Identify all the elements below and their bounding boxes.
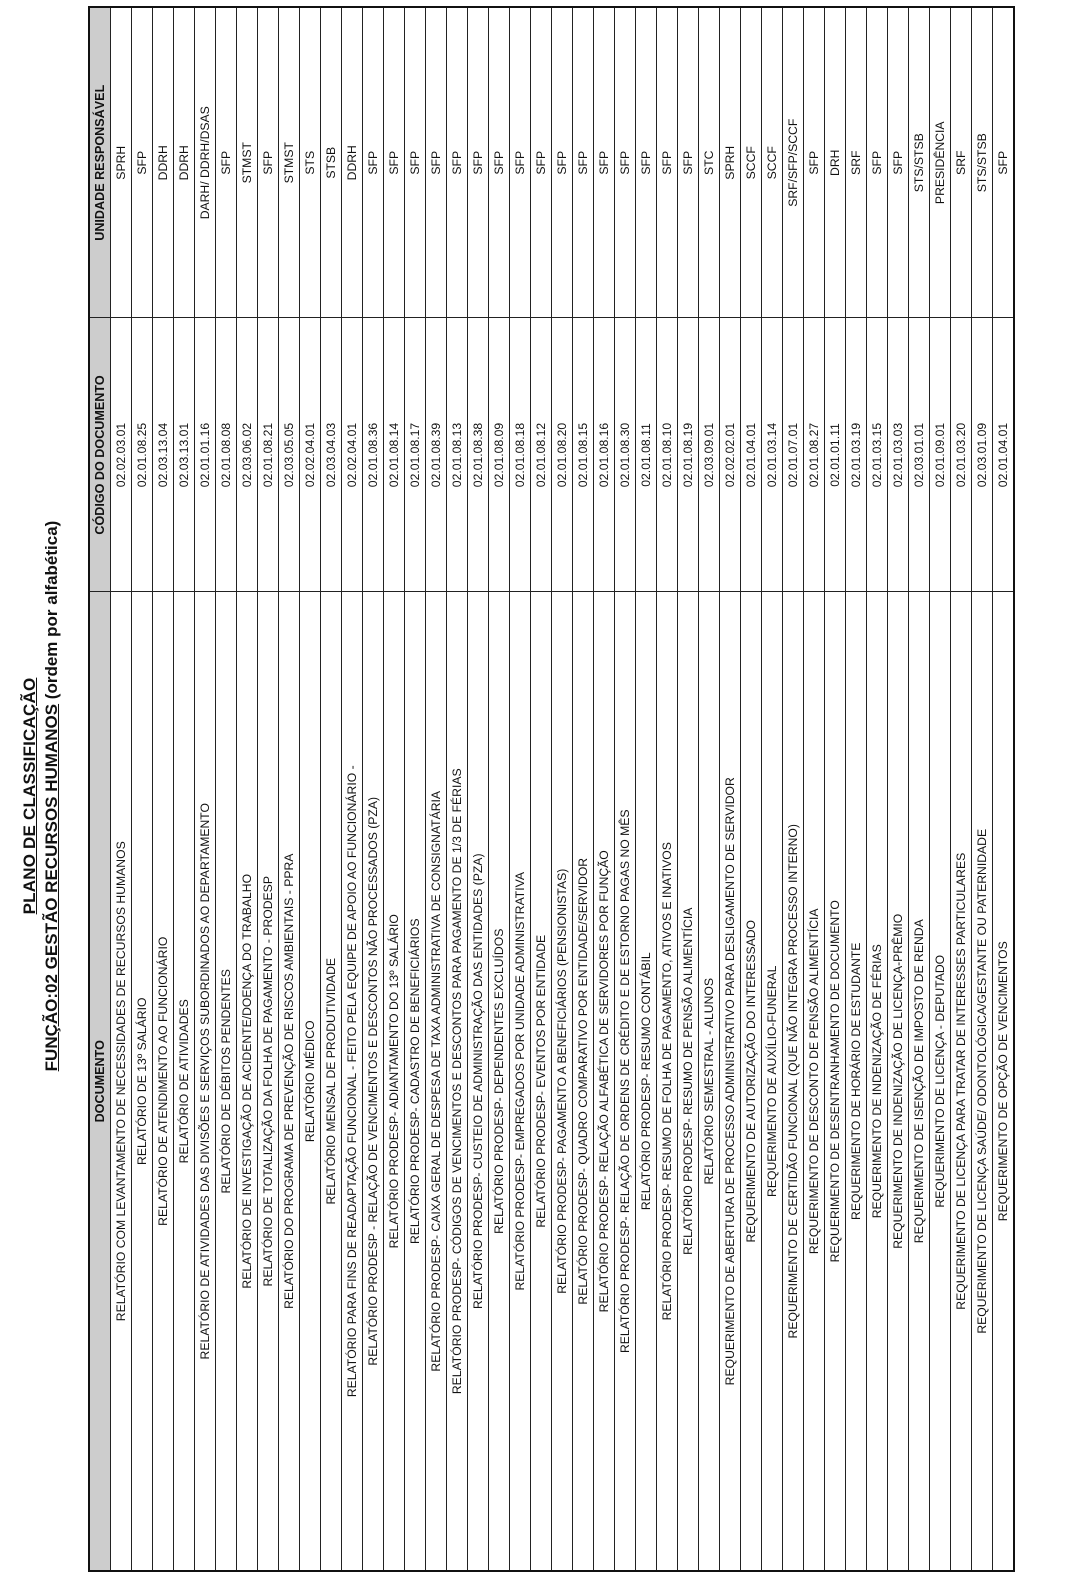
- document-cell: RELATÓRIO PRODESP- RESUMO CONTÁBIL: [636, 592, 657, 1571]
- table-row: [867, 7, 888, 1571]
- table-row: [111, 7, 132, 1571]
- code-cell: 02.01.01.16: [195, 318, 216, 592]
- unit-cell: SFP: [867, 7, 888, 318]
- table-row: [237, 7, 258, 1571]
- table-row: [405, 7, 426, 1571]
- document-cell: RELATÓRIO PRODESP- EMPREGADOS POR UNIDADE ADMINISTRATIVA: [510, 592, 531, 1571]
- document-cell: RELATÓRIO PRODESP- CUSTEIO DE ADMINISTRAÇÃO DAS ENTIDADES (PZA): [468, 592, 489, 1571]
- table-row: [909, 7, 930, 1571]
- code-cell: 02.01.08.17: [405, 318, 426, 592]
- table-row: [153, 7, 174, 1571]
- document-cell: REQUERIMENTO DE DESENTRANHAMENTO DE DOCUMENTO: [825, 592, 846, 1571]
- unit-cell: SPRH: [111, 7, 132, 318]
- table-row: [825, 7, 846, 1571]
- unit-cell: SFP: [405, 7, 426, 318]
- code-cell: 02.01.08.19: [678, 318, 699, 592]
- table-row: [384, 7, 405, 1571]
- table-row: [489, 7, 510, 1571]
- table-row: [615, 7, 636, 1571]
- table-row: [699, 7, 720, 1571]
- code-cell: 02.01.03.14: [762, 318, 783, 592]
- subtitle-function: FUNÇÃO:02 GESTÃO RECURSOS HUMANOS: [42, 703, 61, 1072]
- code-cell: 02.01.03.03: [888, 318, 909, 592]
- table-row: [804, 7, 825, 1571]
- document-cell: REQUERIMENTO DE LICENÇA SAÚDE/ ODONTOLÓGICA/GESTANTE OU PATERNIDADE: [972, 592, 993, 1571]
- code-cell: 02.01.08.10: [657, 318, 678, 592]
- table-row: [363, 7, 384, 1571]
- classification-table: [88, 6, 1015, 1572]
- code-cell: 02.03.13.01: [174, 318, 195, 592]
- table-row: [678, 7, 699, 1571]
- code-cell: 02.03.01.09: [972, 318, 993, 592]
- unit-cell: SFP: [993, 7, 1015, 318]
- code-cell: 02.01.07.01: [783, 318, 804, 592]
- column-header-codigo: CÓDIGO DO DOCUMENTO: [89, 318, 111, 592]
- document-cell: RELATÓRIO PRODESP- PAGAMENTO A BENEFICIÁRIOS (PENSIONISTAS): [552, 592, 573, 1571]
- table-row: [594, 7, 615, 1571]
- unit-cell: STMST: [237, 7, 258, 318]
- unit-cell: SCCF: [762, 7, 783, 318]
- code-cell: 02.03.09.01: [699, 318, 720, 592]
- document-cell: RELATÓRIO DE 13º SALÁRIO: [132, 592, 153, 1571]
- code-cell: 02.03.01.01: [909, 318, 930, 592]
- unit-cell: STSB: [321, 7, 342, 318]
- table-row: [174, 7, 195, 1571]
- table-row: [510, 7, 531, 1571]
- unit-cell: SRF/SFP/SCCF: [783, 7, 804, 318]
- document-cell: REQUERIMENTO DE AUTORIZAÇÃO DO INTERESSADO: [741, 592, 762, 1571]
- code-cell: 02.01.08.09: [489, 318, 510, 592]
- unit-cell: SFP: [384, 7, 405, 318]
- document-cell: RELATÓRIO DE ATIVIDADES DAS DIVISÕES E SERVIÇOS SUBORDINADOS AO DEPARTAMENTO: [195, 592, 216, 1571]
- table-row: [258, 7, 279, 1571]
- code-cell: 02.03.13.04: [153, 318, 174, 592]
- document-cell: RELATÓRIO PRODESP- RELAÇÃO ALFABÉTICA DE SERVIDORES POR FUNÇÃO: [594, 592, 615, 1571]
- unit-cell: DARH/ DDRH/DSAS: [195, 7, 216, 318]
- code-cell: 02.01.08.21: [258, 318, 279, 592]
- document-cell: RELATÓRIO PRODESP - RELAÇÃO DE VENCIMENTOS E DESCONTOS NÃO PROCESSADOS (PZA): [363, 592, 384, 1571]
- unit-cell: DDRH: [342, 7, 363, 318]
- code-cell: 02.01.08.12: [531, 318, 552, 592]
- unit-cell: SFP: [888, 7, 909, 318]
- column-header-unidade: UNIDADE RESPONSÁVEL: [89, 7, 111, 318]
- table-body: [111, 7, 1015, 1571]
- document-cell: REQUERIMENTO DE ISENÇÃO DE IMPOSTO DE RENDA: [909, 592, 930, 1571]
- code-cell: 02.03.04.03: [321, 318, 342, 592]
- code-cell: 02.01.08.14: [384, 318, 405, 592]
- document-cell: REQUERIMENTO DE LICENÇA PARA TRATAR DE INTERESSES PARTICULARES: [951, 592, 972, 1571]
- code-cell: 02.01.08.08: [216, 318, 237, 592]
- document-cell: RELATÓRIO PRODESP- DEPENDENTES EXCLUÍDOS: [489, 592, 510, 1571]
- unit-cell: DDRH: [174, 7, 195, 318]
- code-cell: 02.01.08.13: [447, 318, 468, 592]
- unit-cell: SRF: [846, 7, 867, 318]
- table-header-row: [89, 7, 111, 1571]
- page-subtitle: [42, 0, 62, 1592]
- code-cell: 02.01.08.27: [804, 318, 825, 592]
- document-cell: REQUERIMENTO DE AUXÍLIO-FUNERAL: [762, 592, 783, 1571]
- document-cell: REQUERIMENTO DE INDENIZAÇÃO DE LICENÇA-PRÊMIO: [888, 592, 909, 1571]
- unit-cell: SCCF: [741, 7, 762, 318]
- code-cell: 02.02.02.01: [720, 318, 741, 592]
- unit-cell: DDRH: [153, 7, 174, 318]
- document-cell: RELATÓRIO PRODESP- CÓDIGOS DE VENCIMENTOS E DESCONTOS PARA PAGAMENTO DE 1/3 DE FÉRIAS: [447, 592, 468, 1571]
- document-cell: RELATÓRIO PRODESP- RESUMO DE FOLHA DE PAGAMENTO, ATIVOS E INATIVOS: [657, 592, 678, 1571]
- code-cell: 02.02.04.01: [300, 318, 321, 592]
- unit-cell: SRF: [951, 7, 972, 318]
- unit-cell: SFP: [447, 7, 468, 318]
- unit-cell: SFP: [552, 7, 573, 318]
- unit-cell: SFP: [468, 7, 489, 318]
- unit-cell: SFP: [489, 7, 510, 318]
- table-row: [930, 7, 951, 1571]
- code-cell: 02.01.03.19: [846, 318, 867, 592]
- code-cell: 02.01.04.01: [993, 318, 1015, 592]
- table-row: [741, 7, 762, 1571]
- document-cell: RELATÓRIO MÉDICO: [300, 592, 321, 1571]
- table-row: [783, 7, 804, 1571]
- document-cell: RELATÓRIO PRODESP- RESUMO DE PENSÃO ALIMENTÍCIA: [678, 592, 699, 1571]
- table-row: [762, 7, 783, 1571]
- document-cell: RELATÓRIO SEMESTRAL - ALUNOS: [699, 592, 720, 1571]
- table-row: [636, 7, 657, 1571]
- document-cell: RELATÓRIO DO PROGRAMA DE PREVENÇÃO DE RISCOS AMBIENTAIS - PPRA: [279, 592, 300, 1571]
- document-cell: RELATÓRIO DE DÉBITOS PENDENTES: [216, 592, 237, 1571]
- table-row: [657, 7, 678, 1571]
- code-cell: 02.01.08.20: [552, 318, 573, 592]
- unit-cell: SFP: [363, 7, 384, 318]
- unit-cell: SFP: [216, 7, 237, 318]
- unit-cell: SFP: [510, 7, 531, 318]
- table-row: [531, 7, 552, 1571]
- document-cell: RELATÓRIO COM LEVANTAMENTO DE NECESSIDADES DE RECURSOS HUMANOS: [111, 592, 132, 1571]
- code-cell: 02.01.04.01: [741, 318, 762, 592]
- unit-cell: SFP: [594, 7, 615, 318]
- document-cell: RELATÓRIO DE ATIVIDADES: [174, 592, 195, 1571]
- table-row: [846, 7, 867, 1571]
- unit-cell: DRH: [825, 7, 846, 318]
- unit-cell: SFP: [804, 7, 825, 318]
- table-row: [342, 7, 363, 1571]
- unit-cell: SFP: [657, 7, 678, 318]
- document-cell: RELATÓRIO PRODESP- ADIANTAMENTO DO 13º SALÁRIO: [384, 592, 405, 1571]
- document-cell: REQUERIMENTO DE HORÁRIO DE ESTUDANTE: [846, 592, 867, 1571]
- table-row: [426, 7, 447, 1571]
- table-row: [321, 7, 342, 1571]
- unit-cell: STS/STSB: [972, 7, 993, 318]
- unit-cell: SFP: [258, 7, 279, 318]
- code-cell: 02.03.06.02: [237, 318, 258, 592]
- unit-cell: SFP: [531, 7, 552, 318]
- document-cell: REQUERIMENTO DE ABERTURA DE PROCESSO ADMINISTRATIVO PARA DESLIGAMENTO DE SERVIDOR: [720, 592, 741, 1571]
- unit-cell: STS: [300, 7, 321, 318]
- table-row: [993, 7, 1015, 1571]
- code-cell: 02.01.01.11: [825, 318, 846, 592]
- table-row: [279, 7, 300, 1571]
- table-row: [951, 7, 972, 1571]
- column-header-documento: DOCUMENTO: [89, 592, 111, 1571]
- table-row: [300, 7, 321, 1571]
- code-cell: 02.01.08.36: [363, 318, 384, 592]
- document-cell: RELATÓRIO PRODESP- RELAÇÃO DE ORDENS DE CRÉDITO E DE ESTORNO PAGAS NO MÊS: [615, 592, 636, 1571]
- code-cell: 02.01.08.30: [615, 318, 636, 592]
- code-cell: 02.01.08.39: [426, 318, 447, 592]
- unit-cell: SFP: [636, 7, 657, 318]
- code-cell: 02.01.03.15: [867, 318, 888, 592]
- unit-cell: PRESIDÊNCIA: [930, 7, 951, 318]
- code-cell: 02.01.08.16: [594, 318, 615, 592]
- document-cell: RELATÓRIO PARA FINS DE READAPTAÇÃO FUNCIONAL - FEITO PELA EQUIPE DE APOIO AO FUNCIONÁRIO -: [342, 592, 363, 1571]
- table-row: [573, 7, 594, 1571]
- table-row: [888, 7, 909, 1571]
- unit-cell: SFP: [573, 7, 594, 318]
- document-cell: RELATÓRIO DE TOTALIZAÇÃO DA FOLHA DE PAGAMENTO - PRODESP: [258, 592, 279, 1571]
- unit-cell: SFP: [678, 7, 699, 318]
- document-cell: REQUERIMENTO DE LICENÇA - DEPUTADO: [930, 592, 951, 1571]
- code-cell: 02.02.03.01: [111, 318, 132, 592]
- document-cell: RELATÓRIO PRODESP- CADASTRO DE BENEFICIÁRIOS: [405, 592, 426, 1571]
- code-cell: 02.01.08.15: [573, 318, 594, 592]
- page-title: PLANO DE CLASSIFICAÇÃO: [20, 677, 39, 915]
- table-row: [720, 7, 741, 1571]
- unit-cell: SFP: [426, 7, 447, 318]
- code-cell: 02.03.05.05: [279, 318, 300, 592]
- document-cell: RELATÓRIO DE ATENDIMENTO AO FUNCIONÁRIO: [153, 592, 174, 1571]
- subtitle-order-note: (ordem por alfabética): [42, 520, 61, 704]
- table-row: [552, 7, 573, 1571]
- unit-cell: SFP: [615, 7, 636, 318]
- unit-cell: STC: [699, 7, 720, 318]
- unit-cell: SPRH: [720, 7, 741, 318]
- document-cell: REQUERIMENTO DE INDENIZAÇÃO DE FÉRIAS: [867, 592, 888, 1571]
- document-cell: REQUERIMENTO DE DESCONTO DE PENSÃO ALIMENTÍCIA: [804, 592, 825, 1571]
- unit-cell: STS/STSB: [909, 7, 930, 318]
- code-cell: 02.01.08.18: [510, 318, 531, 592]
- code-cell: 02.01.03.20: [951, 318, 972, 592]
- document-cell: REQUERIMENTO DE OPÇÃO DE VENCIMENTOS: [993, 592, 1015, 1571]
- document-cell: RELATÓRIO MENSAL DE PRODUTIVIDADE: [321, 592, 342, 1571]
- table-row: [132, 7, 153, 1571]
- code-cell: 02.02.04.01: [342, 318, 363, 592]
- document-cell: RELATÓRIO PRODESP- EVENTOS POR ENTIDADE: [531, 592, 552, 1571]
- table-row: [447, 7, 468, 1571]
- code-cell: 02.01.08.38: [468, 318, 489, 592]
- unit-cell: SFP: [132, 7, 153, 318]
- code-cell: 02.01.09.01: [930, 318, 951, 592]
- table-row: [468, 7, 489, 1571]
- table-row: [216, 7, 237, 1571]
- unit-cell: STMST: [279, 7, 300, 318]
- code-cell: 02.01.08.11: [636, 318, 657, 592]
- table-row: [972, 7, 993, 1571]
- document-cell: RELATÓRIO PRODESP- CAIXA GERAL DE DESPESA DE TAXA ADMINISTRATIVA DE CONSIGNATÁRIA: [426, 592, 447, 1571]
- document-cell: RELATÓRIO PRODESP- QUADRO COMPARATIVO POR ENTIDADE/SERVIDOR: [573, 592, 594, 1571]
- code-cell: 02.01.08.25: [132, 318, 153, 592]
- document-cell: RELATÓRIO DE INVESTIGAÇÃO DE ACIDENTE/DOENÇA DO TRABALHO: [237, 592, 258, 1571]
- document-cell: REQUERIMENTO DE CERTIDÃO FUNCIONAL (QUE NÃO INTEGRA PROCESSO INTERNO): [783, 592, 804, 1571]
- table-row: [195, 7, 216, 1571]
